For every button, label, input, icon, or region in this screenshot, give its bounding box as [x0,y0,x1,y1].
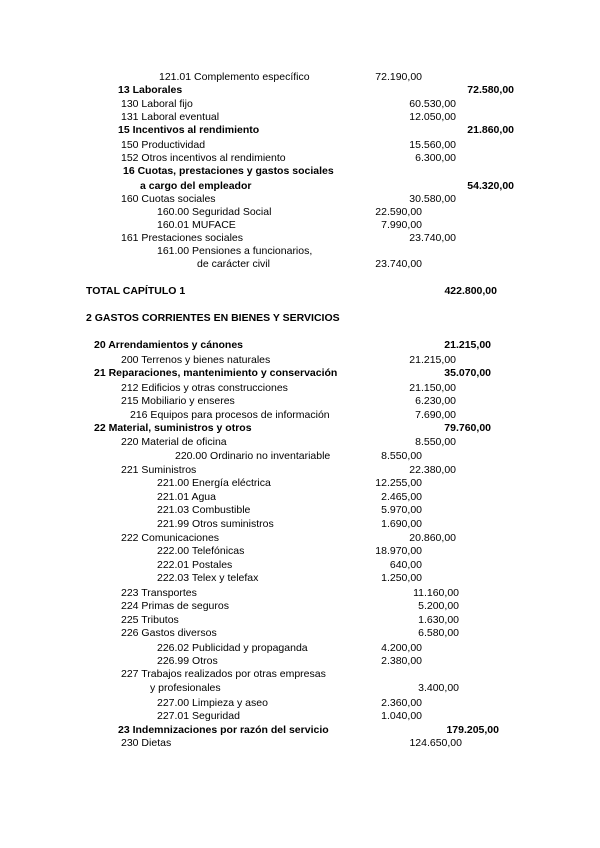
budget-row [0,724,600,737]
budget-row [0,464,600,477]
row-label: 222.01 Postales [157,559,233,571]
row-total-amount: 72.580,00 [467,84,514,96]
budget-row [0,354,600,367]
budget-row [0,367,600,380]
budget-row [0,152,600,165]
row-amount: 30.580,00 [409,193,456,205]
budget-row [0,258,600,271]
row-amount: 6.300,00 [415,152,456,164]
row-label: 230 Dietas [121,737,172,749]
row-label: 160.00 Seguridad Social [157,206,272,218]
row-amount: 2.380,00 [381,655,422,667]
budget-row [0,382,600,395]
row-label: 161.00 Pensiones a funcionarios, [157,245,313,257]
row-amount: 7.990,00 [381,219,422,231]
row-amount: 12.050,00 [409,111,456,123]
row-label: 200 Terrenos y bienes naturales [121,354,271,366]
row-label: 227 Trabajos realizados por otras empresas [121,668,326,680]
row-total-amount: 21.215,00 [444,339,491,351]
budget-row [0,422,600,435]
row-total-amount: 422.800,00 [444,285,497,297]
budget-row [0,436,600,449]
row-amount: 1.690,00 [381,518,422,530]
row-label: 150 Productividad [121,139,206,151]
row-amount: 1.630,00 [418,614,459,626]
row-total-amount: 54.320,00 [467,180,514,192]
row-amount: 18.970,00 [375,545,422,557]
row-total-amount: 35.070,00 [444,367,491,379]
budget-row [0,450,600,463]
budget-row [0,600,600,613]
row-total-amount: 79.760,00 [444,422,491,434]
budget-row [0,165,600,178]
row-amount: 124.650,00 [409,737,462,749]
row-amount: 22.590,00 [375,206,422,218]
row-amount: 15.560,00 [409,139,456,151]
row-amount: 23.740,00 [375,258,422,270]
budget-row [0,545,600,558]
row-label: 131 Laboral eventual [121,111,220,123]
budget-row [0,504,600,517]
row-label: 221.03 Combustible [157,504,251,516]
row-label: 216 Equipos para procesos de información [130,409,330,421]
row-label: 16 Cuotas, prestaciones y gastos sociales [123,165,334,177]
budget-row [0,312,600,325]
row-amount: 8.550,00 [381,450,422,462]
budget-row [0,668,600,681]
row-total-amount: 179.205,00 [446,724,499,736]
budget-row [0,710,600,723]
row-label: 2 GASTOS CORRIENTES EN BIENES Y SERVICIOS [86,312,340,324]
row-label: 225 Tributos [121,614,179,626]
budget-row [0,245,600,258]
budget-row [0,395,600,408]
budget-row [0,587,600,600]
row-amount: 640,00 [389,559,422,571]
row-label: 160 Cuotas sociales [121,193,216,205]
row-label: 121.01 Complemento específico [159,71,310,83]
row-label: a cargo del empleador [140,180,252,192]
budget-row [0,111,600,124]
budget-row [0,71,600,84]
budget-row [0,614,600,627]
budget-row [0,532,600,545]
row-label: 224 Primas de seguros [121,600,229,612]
row-amount: 4.200,00 [381,642,422,654]
budget-row [0,180,600,193]
budget-row [0,737,600,750]
row-label: 21 Reparaciones, mantenimiento y conservación [94,367,338,379]
budget-row [0,477,600,490]
row-amount: 6.230,00 [415,395,456,407]
row-label: 220 Material de oficina [121,436,227,448]
budget-row [0,409,600,422]
row-amount: 1.040,00 [381,710,422,722]
row-label: 222 Comunicaciones [121,532,220,544]
row-label: 226 Gastos diversos [121,627,217,639]
row-amount: 22.380,00 [409,464,456,476]
row-label: 13 Laborales [118,84,183,96]
budget-row [0,339,600,352]
row-amount: 2.465,00 [381,491,422,503]
row-label: 226.99 Otros [157,655,218,667]
row-amount: 23.740,00 [409,232,456,244]
row-label: 222.03 Telex y telefax [157,572,259,584]
budget-row [0,98,600,111]
row-label: 152 Otros incentivos al rendimiento [121,152,286,164]
row-amount: 21.215,00 [409,354,456,366]
row-label: 222.00 Telefónicas [157,545,245,557]
row-label: 161 Prestaciones sociales [121,232,243,244]
row-amount: 5.200,00 [418,600,459,612]
budget-row [0,518,600,531]
budget-row [0,682,600,695]
budget-row [0,139,600,152]
budget-row [0,84,600,97]
row-label: 23 Indemnizaciones por razón del servicio [118,724,329,736]
row-label: 220.00 Ordinario no inventariable [175,450,331,462]
budget-row [0,697,600,710]
budget-row [0,193,600,206]
row-label: de carácter civil [197,258,270,270]
budget-row [0,285,600,298]
budget-row [0,219,600,232]
row-label: 15 Incentivos al rendimiento [118,124,260,136]
budget-row [0,232,600,245]
row-label: 212 Edificios y otras construcciones [121,382,288,394]
row-label: 130 Laboral fijo [121,98,193,110]
row-amount: 6.580,00 [418,627,459,639]
row-amount: 2.360,00 [381,697,422,709]
row-label: 227.00 Limpieza y aseo [157,697,268,709]
row-label: 221.00 Energía eléctrica [157,477,271,489]
row-label: TOTAL CAPÍTULO 1 [86,285,186,297]
budget-row [0,642,600,655]
row-label: 221 Suministros [121,464,197,476]
row-amount: 3.400,00 [418,682,459,694]
row-label: 221.01 Agua [157,491,216,503]
row-amount: 11.160,00 [413,587,459,599]
row-label: 160.01 MUFACE [157,219,236,231]
row-amount: 8.550,00 [415,436,456,448]
row-label: 20 Arrendamientos y cánones [94,339,243,351]
budget-row [0,124,600,137]
row-amount: 60.530,00 [409,98,456,110]
row-label: y profesionales [150,682,221,694]
row-amount: 12.255,00 [375,477,422,489]
row-total-amount: 21.860,00 [467,124,514,136]
row-amount: 20.860,00 [409,532,456,544]
row-label: 226.02 Publicidad y propaganda [157,642,308,654]
budget-row [0,572,600,585]
row-amount: 72.190,00 [375,71,422,83]
budget-row [0,655,600,668]
budget-row [0,559,600,572]
row-amount: 5.970,00 [381,504,422,516]
row-amount: 21.150,00 [409,382,456,394]
row-label: 223 Transportes [121,587,197,599]
row-amount: 7.690,00 [415,409,456,421]
budget-row [0,627,600,640]
row-label: 221.99 Otros suministros [157,518,274,530]
budget-row [0,206,600,219]
row-label: 22 Material, suministros y otros [94,422,252,434]
budget-row [0,491,600,504]
row-label: 227.01 Seguridad [157,710,240,722]
row-amount: 1.250,00 [381,572,422,584]
row-label: 215 Mobiliario y enseres [121,395,235,407]
